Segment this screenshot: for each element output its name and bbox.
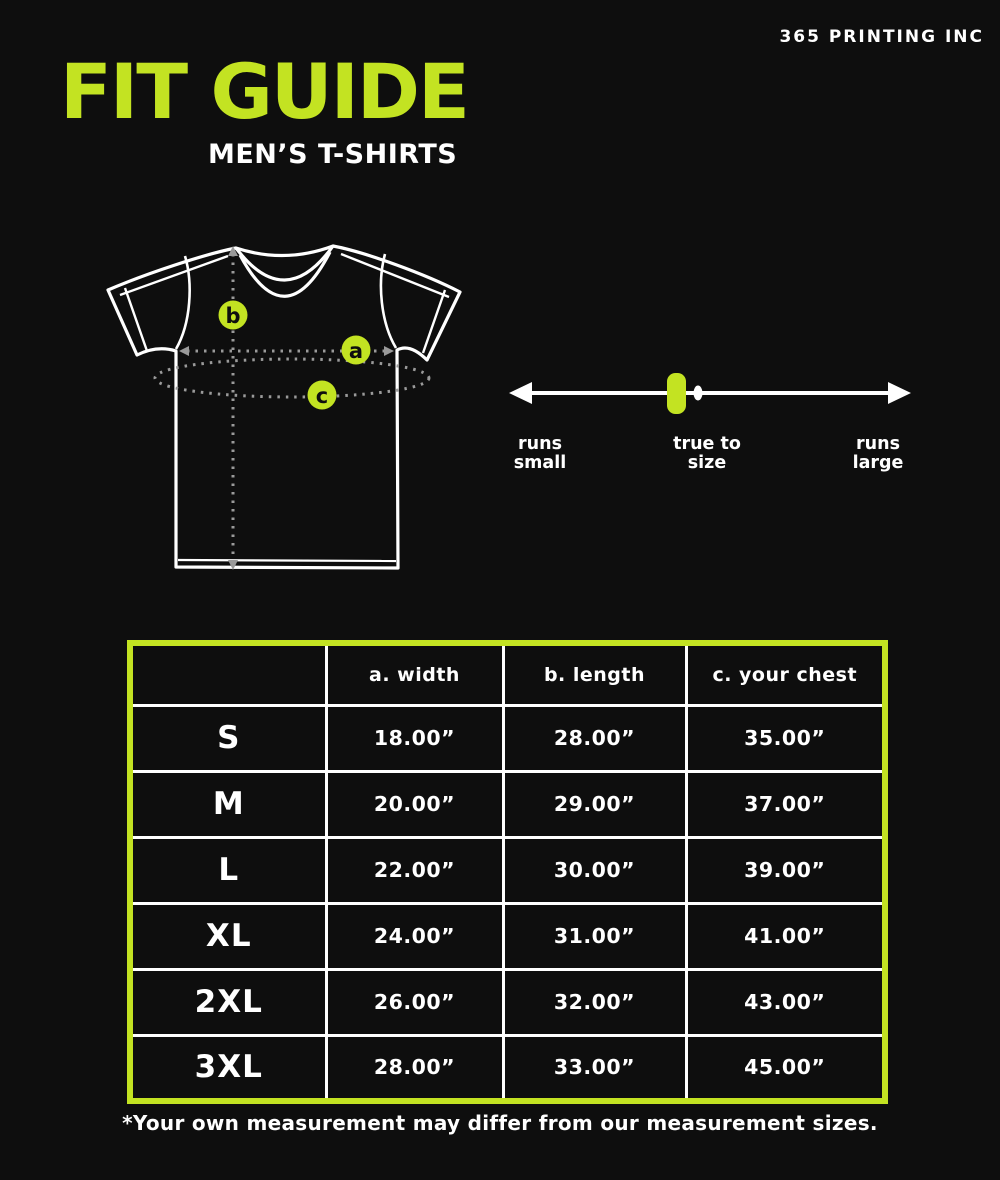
header-size <box>130 643 326 705</box>
measurement-marker-c <box>308 381 337 410</box>
marker-b-label: b <box>225 304 241 328</box>
scale-label-runs-small: runs small <box>513 434 567 473</box>
page-subtitle: MEN’S T-SHIRTS <box>208 139 458 170</box>
tshirt-diagram <box>95 238 475 578</box>
length-cell: 31.00” <box>503 903 686 969</box>
length-cell: 30.00” <box>503 837 686 903</box>
left-shoulder-seam <box>120 256 228 295</box>
size-table <box>127 640 888 1104</box>
chest-cell: 39.00” <box>686 837 885 903</box>
fit-scale <box>505 373 915 483</box>
size-cell: 3XL <box>130 1035 326 1101</box>
width-cell: 20.00” <box>326 771 503 837</box>
header-chest: c. your chest <box>686 643 885 705</box>
width-cell: 22.00” <box>326 837 503 903</box>
chest-cell: 41.00” <box>686 903 885 969</box>
size-cell: 2XL <box>130 969 326 1035</box>
left-armhole-seam <box>176 256 190 349</box>
header-width: a. width <box>326 643 503 705</box>
width-cell: 26.00” <box>326 969 503 1035</box>
right-shoulder-seam <box>341 254 449 297</box>
table-row <box>130 1035 885 1101</box>
brand-text: 365 PRINTING INC <box>779 27 984 47</box>
scale-label-runs-large: runs large <box>852 434 904 473</box>
header-length: b. length <box>503 643 686 705</box>
left-cuff-seam <box>125 288 147 351</box>
header-row <box>130 643 885 705</box>
tshirt-outline <box>108 246 460 568</box>
chest-cell: 37.00” <box>686 771 885 837</box>
length-cell: 32.00” <box>503 969 686 1035</box>
scale-label-true-to-size: true to size <box>673 434 741 473</box>
scale-arrow-left-icon <box>509 382 532 404</box>
scale-arrow-right-icon <box>888 382 911 404</box>
tshirt-svg <box>95 238 475 578</box>
hem-seam <box>178 560 396 561</box>
collar-band-inner <box>240 252 330 296</box>
size-cell: S <box>130 705 326 771</box>
width-arrow-right-icon <box>384 346 394 356</box>
measurement-marker-b <box>219 301 248 330</box>
chest-cell: 45.00” <box>686 1035 885 1101</box>
table-row <box>130 837 885 903</box>
page-title: FIT GUIDE <box>60 47 468 136</box>
width-arrow-left-icon <box>179 346 189 356</box>
footnote: *Your own measurement may differ from our measurement sizes. <box>122 1111 878 1135</box>
width-cell: 24.00” <box>326 903 503 969</box>
table-row <box>130 903 885 969</box>
marker-a-label: a <box>348 339 364 363</box>
table-row <box>130 969 885 1035</box>
table-row <box>130 705 885 771</box>
fit-indicator-dot <box>694 386 703 401</box>
chest-cell: 43.00” <box>686 969 885 1035</box>
chest-measure-ellipse <box>155 359 429 397</box>
width-cell: 28.00” <box>326 1035 503 1101</box>
size-cell: M <box>130 771 326 837</box>
width-cell: 18.00” <box>326 705 503 771</box>
table-row <box>130 771 885 837</box>
length-cell: 29.00” <box>503 771 686 837</box>
size-cell: XL <box>130 903 326 969</box>
marker-c-label: c <box>315 384 329 408</box>
fit-scale-svg <box>505 373 915 423</box>
chest-cell: 35.00” <box>686 705 885 771</box>
fit-indicator-handle <box>667 373 686 414</box>
length-cell: 28.00” <box>503 705 686 771</box>
size-cell: L <box>130 837 326 903</box>
right-armhole-seam <box>381 254 396 348</box>
length-cell: 33.00” <box>503 1035 686 1101</box>
measurement-marker-a <box>342 336 371 365</box>
